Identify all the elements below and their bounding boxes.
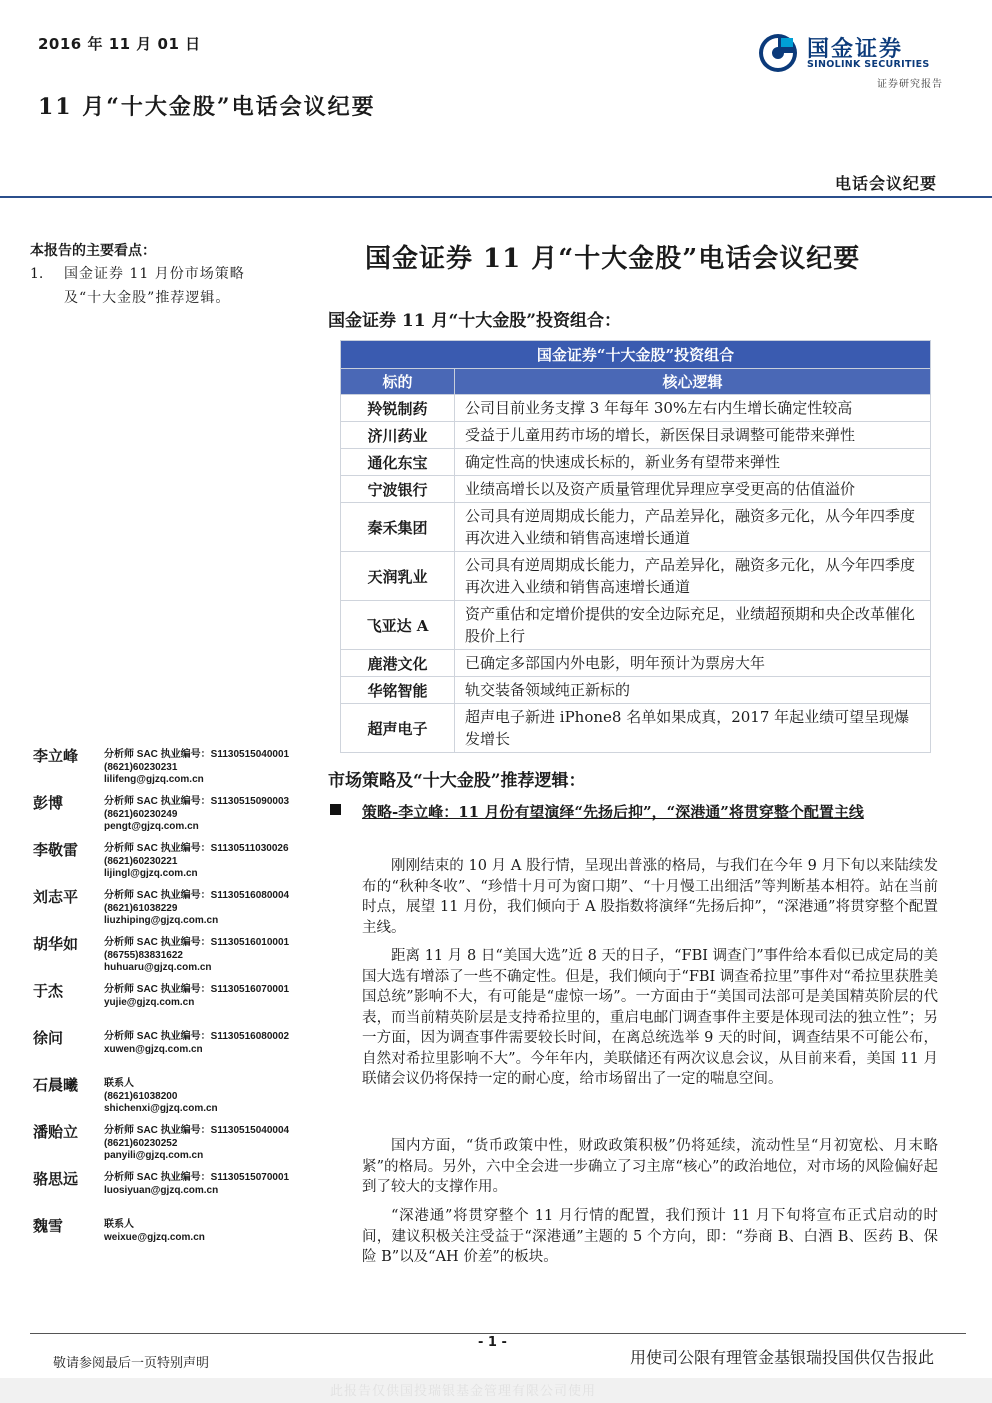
stock-name: 济川药业 — [341, 422, 455, 449]
analyst-email[interactable]: weixue@gjzq.com.cn — [104, 1231, 205, 1243]
analyst-entry — [33, 745, 323, 791]
analyst-line: 分析师 SAC 执业编号：S1130511030026 — [104, 843, 289, 854]
analyst-line: (8621)61038200 — [104, 1090, 178, 1102]
analyst-email[interactable]: liuzhiping@gjzq.com.cn — [104, 915, 219, 926]
analyst-info — [104, 984, 289, 1009]
table-row — [341, 704, 931, 753]
analyst-entry — [33, 839, 323, 885]
logo-name-cn: 国金证券 — [807, 37, 904, 62]
stock-logic: 超声电子新进 iPhone8 名单如果成真，2017 年起业绩可望呈现爆发增长 — [455, 704, 931, 753]
sinolink-logo-icon — [757, 32, 799, 74]
report-date: 2016 年 11 月 01 日 — [38, 35, 201, 53]
analyst-entry — [33, 792, 323, 838]
table-row — [341, 449, 931, 476]
analyst-name: 骆思远 — [33, 1170, 79, 1188]
analyst-entry — [33, 886, 323, 932]
stock-logic: 已确定多部国内外电影，明年预计为票房大年 — [455, 650, 931, 677]
table-row — [341, 677, 931, 704]
body-paragraph: 距离 11 月 8 日“美国大选”近 8 天的日子，“FBI 调查门”事件给本看似已成定局的美国大选有增添了一些不确定性。但是，我们倾向于“FBI 调查希拉里”事件对“希拉里获胜美国总统”影响不大，有可能是“虚惊一场”。一方面由于“美国司法部可是美国精英阶层的代表，而当前精英阶层是支持希拉里的，重启电邮门调查事件主要是体现司法的独立性”；另一方面，因为调查事件需要较长时间，在离总统选举 9 天的时间，调查结果不可能公布，自然对希拉里影响不大”。今年年内，美联储还有两次议息会议，从目前来看，美国 11 月联储会议仍将保持一定的耐心度，给市场留出了一定的喘息空间。 — [362, 948, 938, 1087]
analyst-info — [104, 890, 289, 928]
footer-divider — [30, 1333, 966, 1334]
analyst-line: 分析师 SAC 执业编号：S1130516080002 — [104, 1031, 290, 1042]
analyst-email[interactable]: xuwen@gjzq.com.cn — [104, 1043, 203, 1055]
analyst-line: 分析师 SAC 执业编号：S1130515040004 — [104, 1125, 290, 1136]
table-row — [341, 601, 931, 650]
table-row — [341, 650, 931, 677]
body-paragraph: “深港通”将贯穿整个 11 月行情的配置，我们预计 11 月下旬将宣布正式启动的时间，建议积极关注受益于“深港通”主题的 5 个方向，即：“券商 B、白酒 B、医药 B、保险 B”以及“AH 价差”的板块。 — [362, 1208, 938, 1265]
analyst-entry — [33, 1074, 323, 1120]
stock-name: 秦禾集团 — [341, 503, 455, 552]
analyst-line: (86755)83831622 — [104, 949, 183, 961]
analyst-line: 联系人 — [104, 1078, 134, 1089]
analyst-entry — [33, 1215, 323, 1261]
analyst-info — [104, 1078, 218, 1116]
document-title: 11 月“十大金股”电话会议纪要 — [38, 94, 376, 120]
analyst-name: 李敬雷 — [33, 841, 79, 859]
key-points-title: 本报告的主要看点： — [30, 243, 156, 259]
stock-logic: 资产重估和定增价提供的安全边际充足，业绩超预期和央企改革催化股价上行 — [455, 601, 931, 650]
stock-logic: 业绩高增长以及资产质量管理优异理应享受更高的估值溢价 — [455, 476, 931, 503]
analyst-name: 彭博 — [33, 794, 64, 812]
table-row — [341, 503, 931, 552]
portfolio-table — [340, 340, 931, 753]
stock-logic: 公司具有逆周期成长能力，产品差异化，融资多元化，从今年四季度再次进入业绩和销售高速增长通道 — [455, 503, 931, 552]
stock-name: 超声电子 — [341, 704, 455, 753]
page-number: - 1 - — [478, 1335, 507, 1350]
key-point-text: 国金证券 11 月份市场策略及“十大金股”推荐逻辑。 — [64, 266, 245, 306]
column-header-logic: 核心逻辑 — [455, 369, 931, 395]
stock-name: 羚锐制药 — [341, 395, 455, 422]
column-header-name: 标的 — [341, 369, 455, 395]
stock-logic: 受益于儿童用药市场的增长，新医保目录调整可能带来弹性 — [455, 422, 931, 449]
table-row — [341, 552, 931, 601]
analyst-name: 胡华如 — [33, 935, 79, 953]
analyst-info — [104, 1172, 289, 1197]
analyst-line: (8621)60230249 — [104, 808, 178, 820]
header-divider — [0, 196, 992, 198]
analyst-email[interactable]: panyili@gjzq.com.cn — [104, 1150, 204, 1161]
stock-logic: 轨交装备领域纯正新标的 — [455, 677, 931, 704]
analyst-info — [104, 937, 289, 975]
analyst-info — [104, 1125, 289, 1163]
analyst-info — [104, 1219, 205, 1244]
stock-logic: 公司目前业务支撑 3 年每年 30%左右内生增长确定性较高 — [455, 395, 931, 422]
stock-name: 鹿港文化 — [341, 650, 455, 677]
analyst-info — [104, 843, 289, 881]
logo-subtitle: 证券研究报告 — [877, 79, 943, 90]
analyst-line: 分析师 SAC 执业编号：S1130516080004 — [104, 890, 290, 901]
analyst-line: (8621)60230231 — [104, 761, 178, 773]
body-paragraph: 国内方面，“货币政策中性，财政政策积极”仍将延续，流动性呈“月初宽松、月末略紧”的格局。另外，六中全会进一步确立了习主席“核心”的政治地位，对市场的风险偏好起到了较大的支撑作用。 — [362, 1138, 938, 1195]
analyst-entry — [33, 1121, 323, 1167]
analyst-email[interactable]: lijingl@gjzq.com.cn — [104, 868, 198, 879]
analyst-line: (8621)60230252 — [104, 1137, 178, 1149]
stock-name: 华铭智能 — [341, 677, 455, 704]
table-row — [341, 395, 931, 422]
analyst-line: (8621)60230221 — [104, 855, 178, 867]
portfolio-title: 国金证券 11 月“十大金股”投资组合： — [328, 311, 622, 331]
analyst-line: 分析师 SAC 执业编号：S1130515040001 — [104, 749, 290, 760]
main-title: 国金证券 11 月“十大金股”电话会议纪要 — [365, 244, 861, 274]
key-point-number: 1. — [30, 266, 44, 282]
analyst-info — [104, 749, 289, 787]
stock-logic: 确定性高的快速成长标的，新业务有望带来弹性 — [455, 449, 931, 476]
stock-name: 飞亚达 A — [341, 601, 455, 650]
analyst-email[interactable]: shichenxi@gjzq.com.cn — [104, 1103, 218, 1114]
stock-logic: 公司具有逆周期成长能力，产品差异化，融资多元化，从今年四季度再次进入业绩和销售高速增长通道 — [455, 552, 931, 601]
strategy-heading: 策略-李立峰：11 月份有望演绎“先扬后抑”，“深港通”将贯穿整个配置主线 — [362, 803, 864, 821]
analyst-name: 刘志平 — [33, 888, 79, 906]
analyst-email[interactable]: lilifeng@gjzq.com.cn — [104, 774, 204, 785]
disclaimer-note: 敬请参阅最后一页特别声明 — [53, 1356, 210, 1371]
analyst-email[interactable]: pengt@gjzq.com.cn — [104, 821, 199, 832]
analyst-line: 分析师 SAC 执业编号：S1130516070001 — [104, 984, 290, 995]
analyst-line: 分析师 SAC 执业编号：S1130516010001 — [104, 937, 290, 948]
analyst-info — [104, 796, 289, 834]
company-logo — [757, 30, 947, 90]
stock-name: 天润乳业 — [341, 552, 455, 601]
distribution-note: 用使司公限有理管金基银瑞投国供仅告报此 — [629, 1348, 934, 1367]
analyst-name: 魏雪 — [33, 1217, 64, 1235]
square-bullet-icon — [330, 804, 341, 815]
analyst-line: 分析师 SAC 执业编号：S1130515070001 — [104, 1172, 290, 1183]
analyst-line: 分析师 SAC 执业编号：S1130515090003 — [104, 796, 290, 807]
stock-name: 宁波银行 — [341, 476, 455, 503]
analyst-email[interactable]: yujie@gjzq.com.cn — [104, 996, 195, 1008]
stock-name: 通化东宝 — [341, 449, 455, 476]
table-row — [341, 422, 931, 449]
table-caption: 国金证券“十大金股”投资组合 — [341, 341, 931, 369]
analyst-entry — [33, 980, 323, 1026]
analyst-name: 徐问 — [33, 1029, 64, 1047]
analyst-email[interactable]: huhuaru@gjzq.com.cn — [104, 962, 212, 973]
analyst-info — [104, 1031, 289, 1056]
analyst-email[interactable]: luosiyuan@gjzq.com.cn — [104, 1184, 219, 1196]
logo-name-en: SINOLINK SECURITIES — [807, 59, 930, 70]
report-type: 电话会议纪要 — [834, 174, 937, 193]
analyst-line: (8621)61038229 — [104, 902, 178, 914]
strategy-section-title: 市场策略及“十大金股”推荐逻辑： — [328, 771, 586, 791]
analyst-name: 李立峰 — [33, 747, 79, 765]
body-paragraph: 刚刚结束的 10 月 A 股行情，呈现出普涨的格局，与我们在今年 9 月下旬以来陆续发布的“秋种冬收”、“珍惜十月可为窗口期”、“十月慢工出细活”等判断基本相符。站在当前时点，展望 11 月份，我们倾向于 A 股指数将演绎“先扬后抑”，“深港通”将贯穿整个配置主线。 — [362, 858, 938, 936]
analyst-name: 石晨曦 — [33, 1076, 79, 1094]
analyst-entry — [33, 1168, 323, 1214]
watermark-text: 此报告仅供国投瑞银基金管理有限公司使用 — [330, 1384, 597, 1399]
analyst-name: 潘贻立 — [33, 1123, 79, 1141]
analyst-line: 联系人 — [104, 1219, 134, 1230]
table-row — [341, 476, 931, 503]
analyst-entry — [33, 933, 323, 979]
analyst-entry — [33, 1027, 323, 1073]
key-point-item — [30, 262, 270, 310]
analyst-name: 于杰 — [33, 982, 64, 1000]
